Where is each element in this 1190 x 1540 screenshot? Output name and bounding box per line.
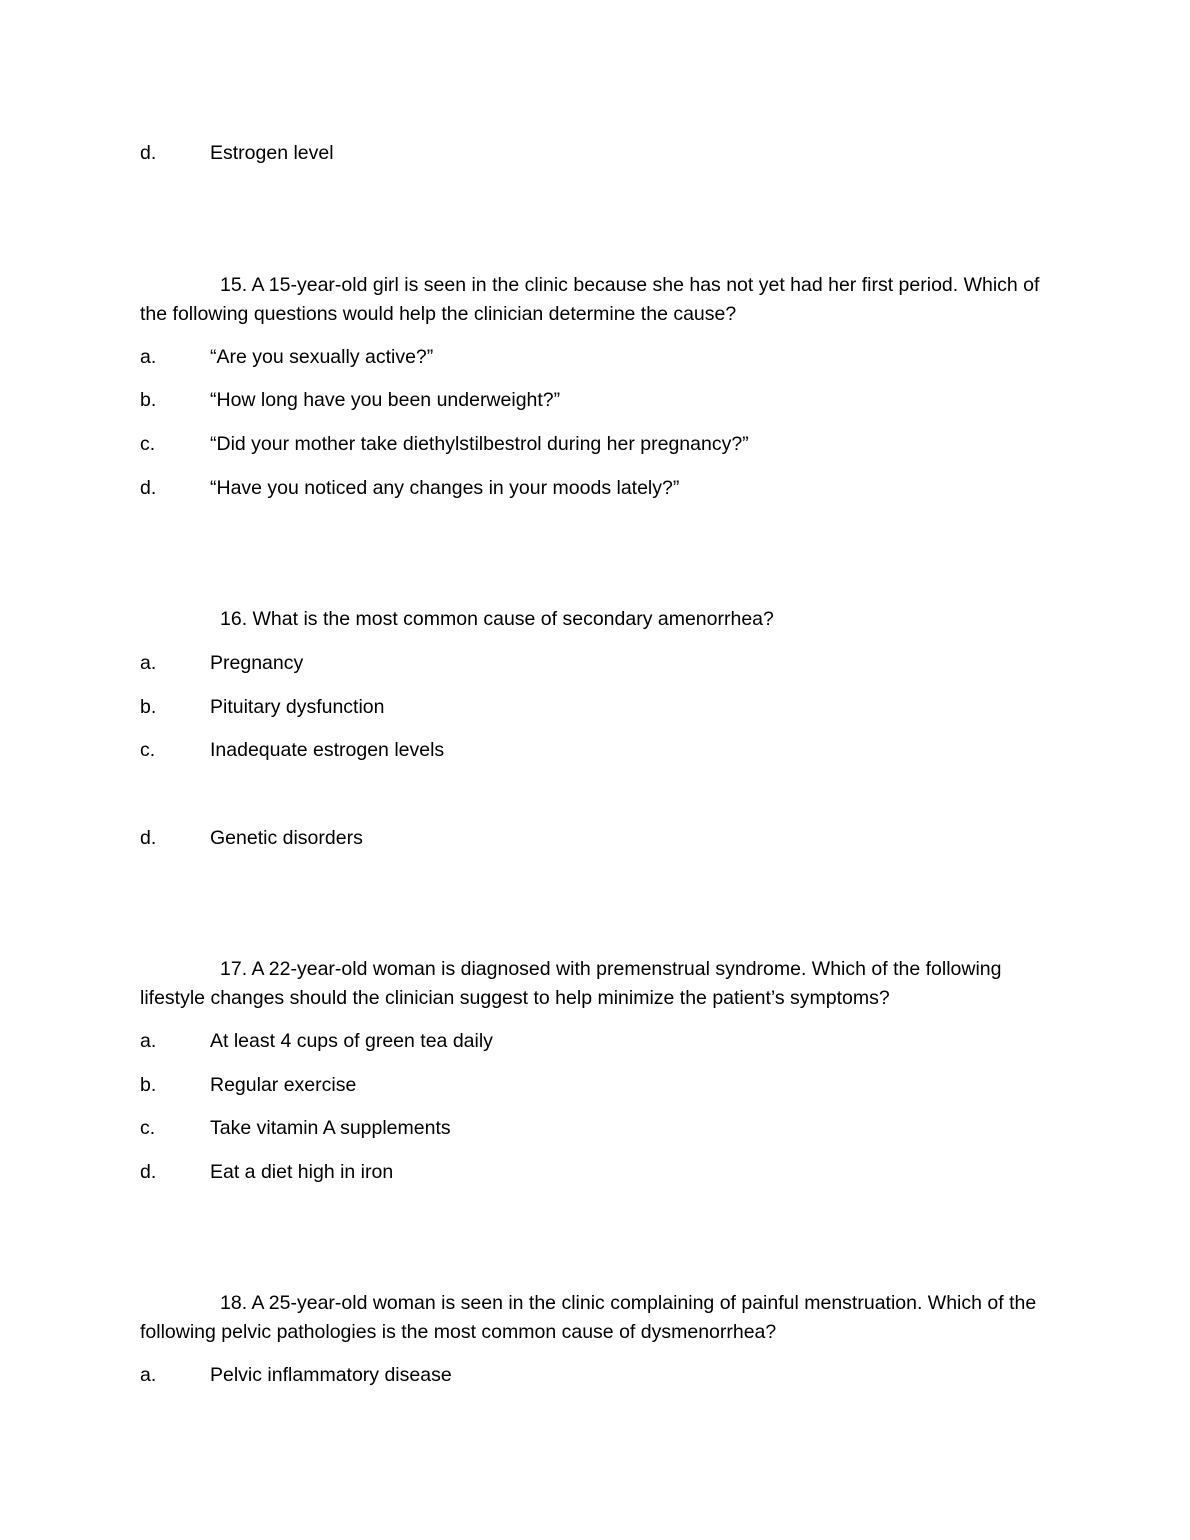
option-letter: c. [140,739,156,761]
question-15-stem: 15. A 15-year-old girl is seen in the clinic because she has not yet had her first period. Which of the following questions would help the clinician determine the cause? [140,274,1040,325]
option-text: At least 4 cups of green tea daily [210,1030,493,1052]
option-letter: c. [140,1117,156,1139]
option-text: Estrogen level [210,142,334,164]
question-17-option-a [140,1028,493,1054]
question-18-option-a [140,1362,452,1388]
option-text: Pelvic inflammatory disease [210,1364,452,1386]
question-16-option-a [140,650,303,676]
option-letter: b. [140,696,157,718]
question-17-option-b [140,1072,356,1098]
option-text: “Did your mother take diethylstilbestrol during her pregnancy?” [210,433,749,455]
option-text: Pregnancy [210,652,304,674]
option-letter: a. [140,1364,157,1386]
option-text: “How long have you been underweight?” [210,389,561,411]
question-16-option-b [140,694,385,720]
question-15-option-b [140,387,560,413]
option-text: “Are you sexually active?” [210,346,434,368]
question-17-option-d [140,1159,393,1185]
option-text: “Have you noticed any changes in your moods lately?” [210,477,680,499]
option-text: Genetic disorders [210,827,363,849]
question-18-stem: 18. A 25-year-old woman is seen in the clinic complaining of painful menstruation. Which of the following pelvic pathologies is the most common cause of dysmenorrhea? [140,1292,1037,1343]
option-letter: a. [140,1030,157,1052]
option-d-carryover [140,140,334,166]
option-text: Eat a diet high in iron [210,1161,394,1183]
question-16-option-d [140,825,363,851]
option-letter: b. [140,389,157,411]
option-letter: a. [140,652,157,674]
question-16-stem: 16. What is the most common cause of secondary amenorrhea? [220,608,774,630]
option-letter: a. [140,346,157,368]
option-text: Regular exercise [210,1074,357,1096]
question-15-option-a [140,344,433,370]
question-17-option-c [140,1115,451,1141]
question-17-stem: 17. A 22-year-old woman is diagnosed with premenstrual syndrome. Which of the following lifestyle changes should the clinician suggest to help minimize the patient’s symptoms? [140,958,1002,1009]
option-letter: c. [140,433,156,455]
option-letter: d. [140,477,157,499]
option-letter: d. [140,1161,157,1183]
option-letter: d. [140,827,157,849]
option-text: Take vitamin A supplements [210,1117,451,1139]
option-text: Pituitary dysfunction [210,696,385,718]
question-15-option-d [140,475,679,501]
question-15-option-c [140,431,749,457]
option-letter: d. [140,142,157,164]
option-text: Inadequate estrogen levels [210,739,445,761]
question-16-option-c [140,737,444,763]
option-letter: b. [140,1074,157,1096]
